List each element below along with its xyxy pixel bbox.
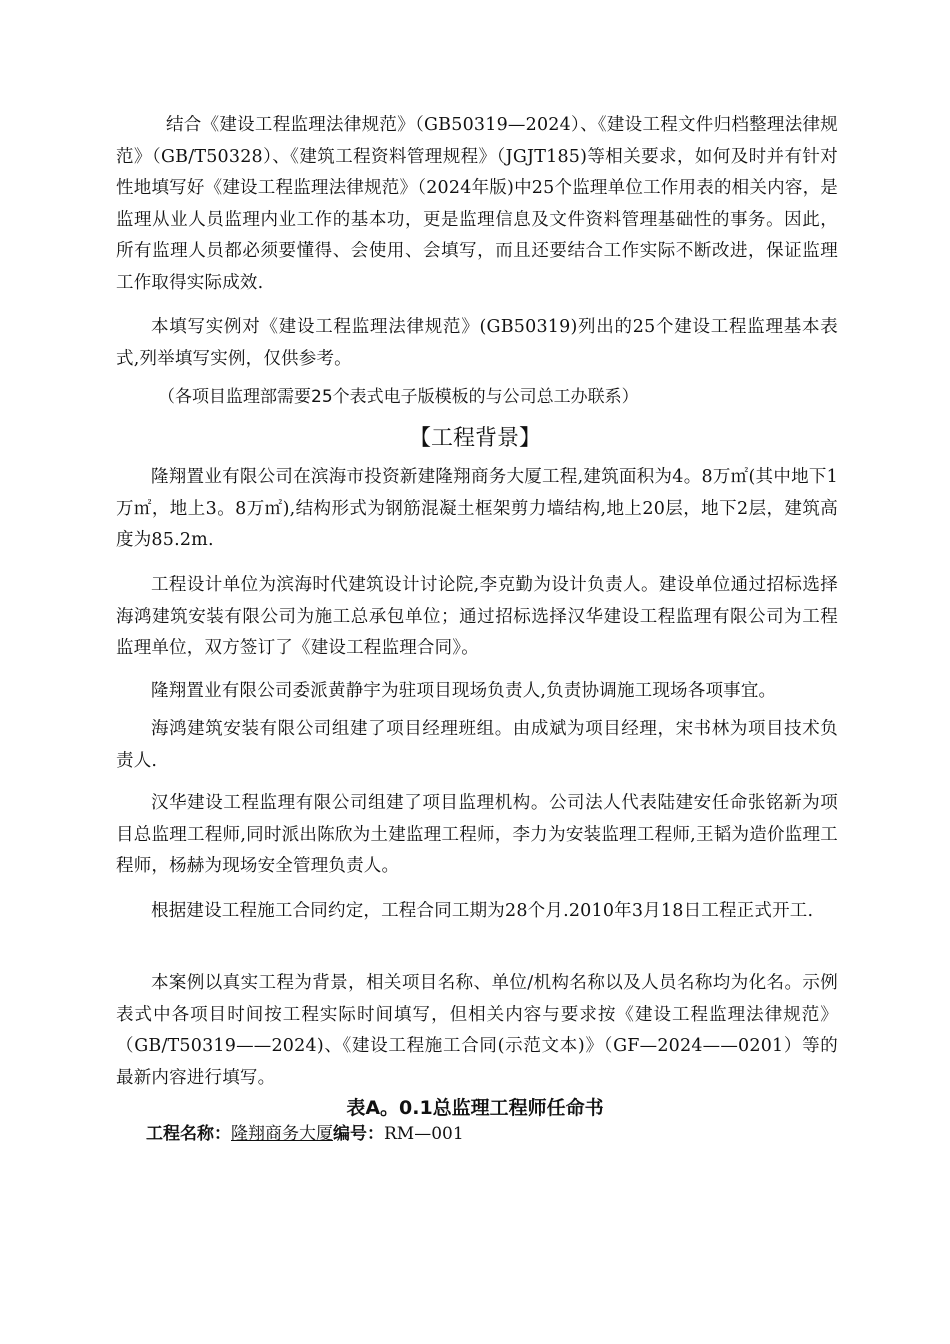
background-paragraph-design-contract: 工程设计单位为滨海时代建筑设计讨论院,李克勤为设计负责人。建设单位通过招标选择海鸿建筑安装有限公司为施工总承包单位；通过招标选择汉华建设工程监理有限公司为工程监理单位，双方签订了《建设工程监理合同》。: [116, 575, 838, 658]
number-value: RM—001: [384, 1124, 464, 1144]
background-paragraph-disclaimer: 本案例以真实工程为背景，相关项目名称、单位/机构名称以及人员名称均为化名。示例表式中各项目时间按工程实际时间填写，但相关内容与要求按《建设工程监理法律规范》（GB/T50319——2024)、《建设工程施工合同(示范文本)》（GF—2024——0201）等的最新内容进行填写。: [116, 973, 838, 1088]
background-paragraph-contractor: 海鸿建筑安装有限公司组建了项目经理班组。由成斌为项目经理，宋书林为项目技术负责人.: [116, 719, 838, 771]
form-title: 表A。0.1总监理工程师任命书: [346, 1097, 604, 1119]
background-paragraph-schedule: 根据建设工程施工合同约定，工程合同工期为28个月.2010年3月18日工程正式开工.: [151, 901, 814, 921]
background-paragraph-project: 隆翔置业有限公司在滨海市投资新建隆翔商务大厦工程,建筑面积为4。8万㎡(其中地下1万㎡，地上3。8万㎡),结构形式为钢筋混凝土框架剪力墙结构,地上20层，地下2层，建筑高度为85.2m.: [116, 467, 838, 550]
form-meta-line: [146, 1120, 464, 1148]
project-name-value: 隆翔商务大厦: [231, 1124, 333, 1144]
number-label: 编号：: [333, 1124, 384, 1144]
background-paragraph-supervision: 汉华建设工程监理有限公司组建了项目监理机构。公司法人代表陆建安任命张铭新为项目总监理工程师,同时派出陈欣为土建监理工程师，李力为安装监理工程师,王韬为造价监理工程师，杨赫为现场安全管理负责人。: [116, 793, 838, 876]
section-title-background: 【工程背景】: [408, 426, 541, 451]
intro-paragraph-example-note: 本填写实例对《建设工程监理法律规范》(GB50319)列出的25个建设工程监理基本表式,列举填写实例，仅供参考。: [116, 317, 838, 369]
background-paragraph-owner-rep: 隆翔置业有限公司委派黄静宇为驻项目现场负责人,负责协调施工现场各项事宜。: [151, 681, 777, 701]
template-contact-notice: （各项目监理部需要25个表式电子版模板的与公司总工办联系）: [158, 387, 639, 407]
project-name-label: 工程名称：: [146, 1124, 231, 1144]
intro-paragraph: 结合《建设工程监理法律规范》（GB50319—2024）、《建设工程文件归档整理法律规范》（GB/T50328）、《建筑工程资料管理规程》（JGJT185)等相关要求，如何及时并有针对性地填写好《建设工程监理法律规范》（2024年版)中25个监理单位工作用表的相关内容，是监理从业人员监理内业工作的基本功，更是监理信息及文件资料管理基础性的事务。因此，所有监理人员都必须要懂得、会使用、会填写，而且还要结合工作实际不断改进，保证监理工作取得实际成效.: [116, 115, 838, 293]
